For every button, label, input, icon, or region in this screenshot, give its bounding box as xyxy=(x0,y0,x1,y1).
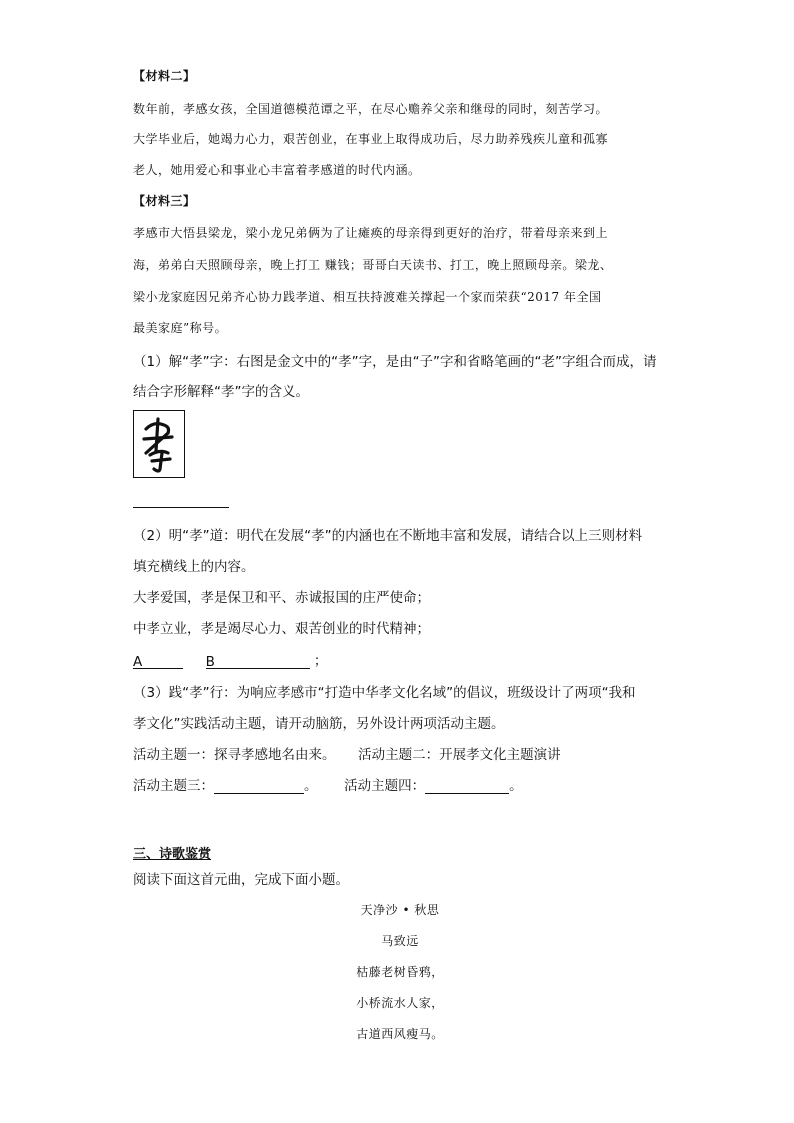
blank-a[interactable] xyxy=(133,654,183,669)
topic-three-end: 。 xyxy=(304,778,318,794)
q1-answer-line[interactable] xyxy=(133,507,229,508)
topic-three-label: 活动主题三： xyxy=(133,778,214,794)
q3-line: （3）践“孝”行：为响应孝感市“打造中华孝文化名域”的倡议，班级设计了两项“我和 xyxy=(133,685,636,701)
q1-line: 结合字形解释“孝”字的含义。 xyxy=(133,384,309,400)
blank-a-label: A xyxy=(133,654,143,670)
topic-four-blank[interactable] xyxy=(425,779,509,794)
topic-two: 活动主题二：开展孝文化主题演讲 xyxy=(358,747,561,763)
section-title: 三、诗歌鉴赏 xyxy=(133,847,212,862)
section-instruction: 阅读下面这首元曲，完成下面小题。 xyxy=(133,872,349,888)
q2-blanks xyxy=(133,649,327,669)
material2-line: 数年前，孝感女孩，全国道德模范谭之平，在尽心赡养父亲和继母的同时，刻苦学习。 xyxy=(133,102,609,116)
q2-line: 填充横线上的内容。 xyxy=(133,559,255,575)
q1-line: （1）解“孝”字：右图是金文中的“孝”字，是由“子”字和省略笔画的“老”字组合而成，请 xyxy=(133,354,657,370)
material3-line: 海，弟弟白天照顾母亲，晚上打工 赚钱；哥哥白天读书、打工，晚上照顾母亲。梁龙、 xyxy=(133,258,613,272)
material2-heading: 【材料二】 xyxy=(133,69,196,83)
material3-line: 梁小龙家庭因兄弟齐心协力践孝道、相互扶持渡难关撑起一个家而荣获“2017 年全国 xyxy=(133,290,602,304)
q3-topics-row2 xyxy=(133,774,523,794)
material2-line: 大学毕业后，她竭力心力，艰苦创业，在事业上取得成功后，尽力助养残疾儿童和孤寡 xyxy=(133,132,609,146)
material3-line: 孝感市大悟县梁龙，梁小龙兄弟俩为了让瘫痪的母亲得到更好的治疗，带着母亲来到上 xyxy=(133,226,609,240)
q2-line: （2）明“孝”道：明代在发展“孝”的内涵也在不断地丰富和发展，请结合以上三则材料 xyxy=(133,528,643,544)
blank-b-label: B xyxy=(205,654,215,670)
material3-line: 最美家庭”称号。 xyxy=(133,321,228,335)
blank-b[interactable] xyxy=(206,654,310,669)
q3-topics-row1 xyxy=(133,743,561,763)
material3-heading: 【材料三】 xyxy=(133,194,196,208)
topic-three-blank[interactable] xyxy=(214,779,304,794)
material2-line: 老人，她用爱心和事业心丰富着孝感道的时代内涵。 xyxy=(133,163,421,177)
topic-four-end: 。 xyxy=(509,778,523,794)
q3-line: 孝文化”实践活动主题，请开动脑筋，另外设计两项活动主题。 xyxy=(133,716,505,732)
q2-end-punct: ； xyxy=(313,653,328,669)
seal-character-image xyxy=(133,410,185,478)
poem-line: 小桥流水人家， xyxy=(356,996,444,1010)
poem-title: 天净沙 • 秋思 xyxy=(360,903,440,917)
q2-item: 大孝爱国，孝是保卫和平、赤诚报国的庄严使命； xyxy=(133,590,430,606)
topic-four-label: 活动主题四： xyxy=(344,778,426,794)
seal-xiao-glyph-icon xyxy=(134,411,184,477)
q2-item: 中孝立业，孝是竭尽心力、艰苦创业的时代精神； xyxy=(133,621,430,637)
topic-one: 活动主题一：探寻孝感地名由来。 xyxy=(133,747,336,763)
poem-line: 枯藤老树昏鸦， xyxy=(356,965,444,979)
poem-author: 马致远 xyxy=(381,934,419,948)
poem-line: 古道西风瘦马。 xyxy=(356,1027,444,1041)
